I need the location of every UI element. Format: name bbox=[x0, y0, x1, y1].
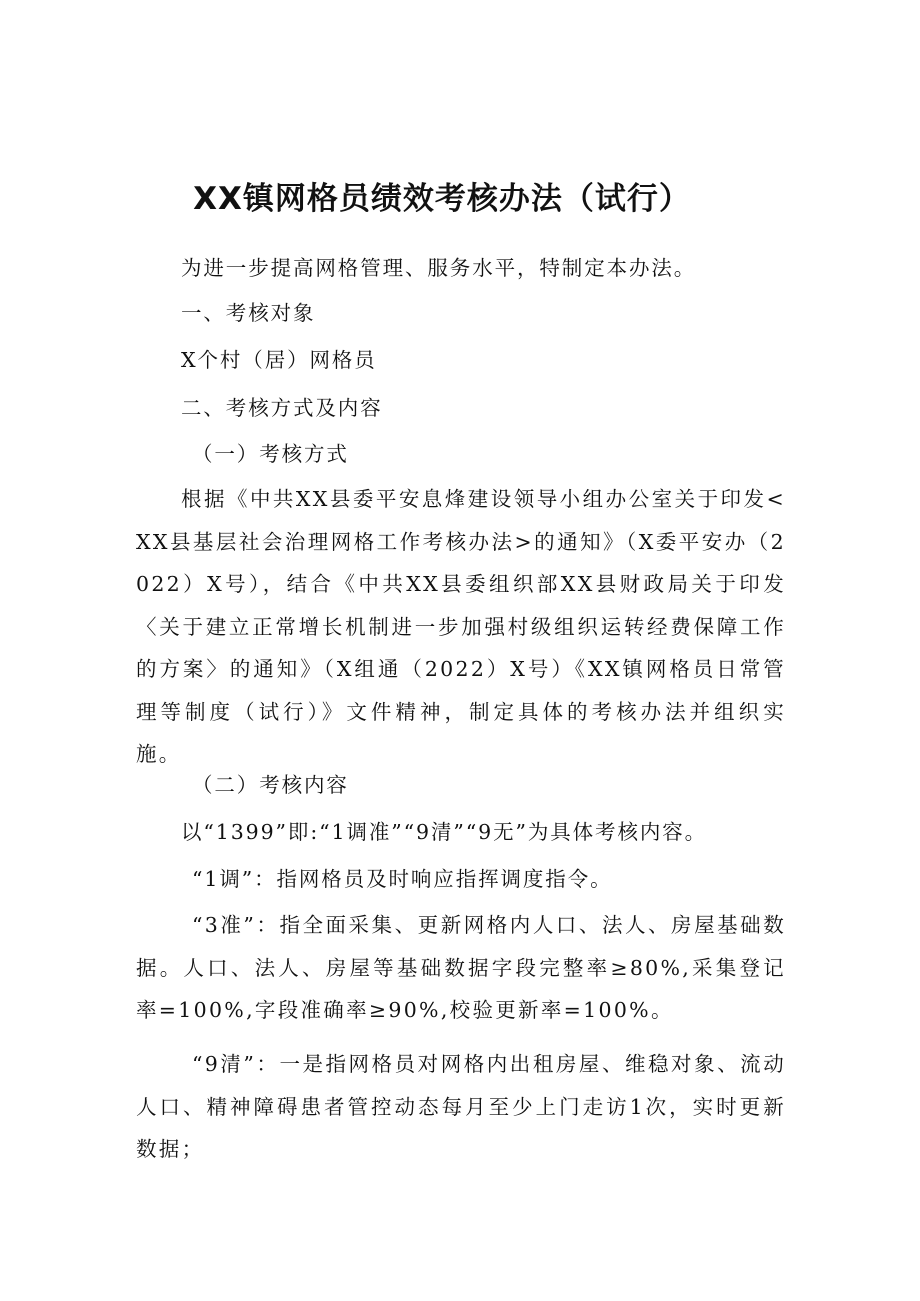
subsection-1-heading: （一）考核方式 bbox=[192, 442, 349, 466]
section-2-heading: 二、考核方式及内容 bbox=[181, 396, 383, 420]
subsection-2-intro: 以“1399”即:“1调准”“9清”“9无”为具体考核内容。 bbox=[181, 820, 708, 844]
item-9-qing: “9清”：一是指网格员对网格内出租房屋、维稳对象、流动人口、精神障碍患者管控动态每月至少上门走访1次，实时更新数据； bbox=[136, 1052, 786, 1161]
intro-paragraph: 为进一步提高网格管理、服务水平，特制定本办法。 bbox=[181, 256, 697, 280]
subsection-1-body: 根据《中共XX县委平安息烽建设领导小组办公室关于印发<XX县基层社会治理网格工作考核办法>的通知》（X委平安办（2022）X号），结合《中共XX县委组织部XX县财政局关于印发〈关于建立正常增长机制进一步加强村级组织运转经费保障工作的方案〉的通知》（X组通（2022）X号）《XX镇网格员日常管理等制度（试行）》文件精神，制定具体的考核办法并组织实施。 bbox=[136, 487, 786, 766]
document-title: XX镇网格员绩效考核办法（试行） bbox=[193, 181, 691, 217]
section-1-heading: 一、考核对象 bbox=[181, 301, 316, 325]
section-1-body: X个村（居）网格员 bbox=[181, 348, 377, 372]
item-1-tiao: “1调”：指网格员及时响应指挥调度指令。 bbox=[192, 867, 613, 891]
subsection-2-heading: （二）考核内容 bbox=[192, 773, 349, 797]
item-3-zhun: “3准”：指全面采集、更新网格内人口、法人、房屋基础数据。人口、法人、房屋等基础数据字段完整率≥80%,采集登记率=100%,字段准确率≥90%,校验更新率=100%。 bbox=[136, 913, 786, 1022]
